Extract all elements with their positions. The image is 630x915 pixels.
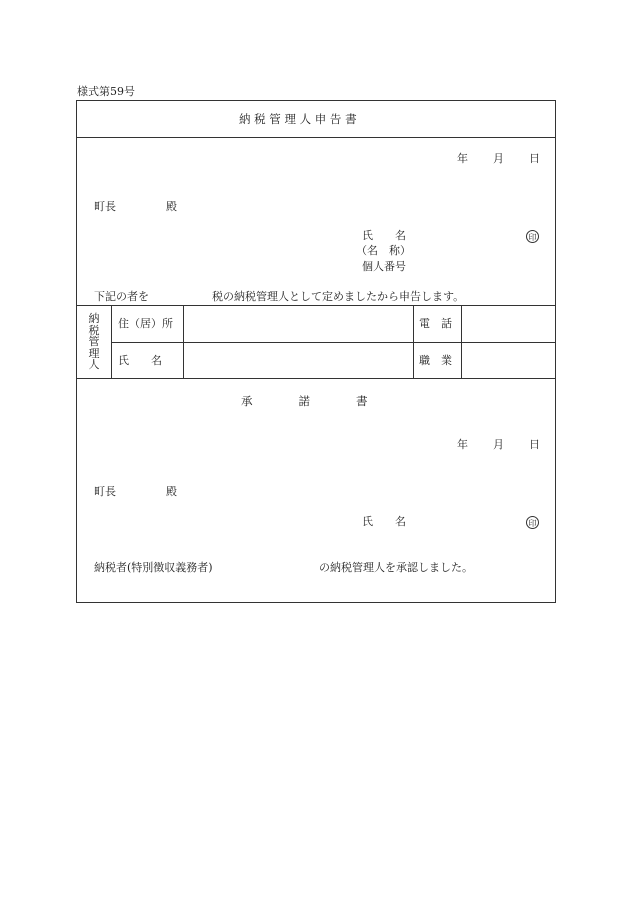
consent-title: 承 諾 書 xyxy=(241,394,368,408)
applicant-name-sub-label: （名 称） xyxy=(356,244,411,257)
manager-phone-label: 電 話 xyxy=(419,317,452,330)
consent-addressee-honorific: 殿 xyxy=(166,485,177,498)
declaration-title: 納 税 管 理 人 申 告 書 xyxy=(239,112,357,126)
title-divider xyxy=(76,137,556,138)
manager-address-label: 住（居）所 xyxy=(118,317,173,330)
applicant-seal-icon: 印 xyxy=(526,230,539,243)
table-middle-divider xyxy=(111,342,556,343)
table-right-label-left xyxy=(413,305,414,378)
consent-seal-icon: 印 xyxy=(526,516,539,529)
form-frame xyxy=(76,100,556,603)
declaration-addressee-honorific: 殿 xyxy=(166,200,177,213)
consent-statement-suffix: の納税管理人を承認しました。 xyxy=(319,561,473,574)
consent-name-label: 氏 名 xyxy=(362,515,406,528)
table-bottom-divider xyxy=(76,378,556,379)
table-group-divider xyxy=(111,305,112,378)
consent-statement-prefix: 納税者(特別徴収義務者) xyxy=(94,561,213,574)
declaration-statement-prefix: 下記の者を xyxy=(94,290,149,303)
consent-date-day: 日 xyxy=(529,438,540,451)
applicant-name-label: 氏 名 xyxy=(362,229,406,242)
table-right-label-right xyxy=(461,305,462,378)
declaration-statement-suffix: 税の納税管理人として定めましたから申告します。 xyxy=(212,290,465,303)
manager-occupation-label: 職 業 xyxy=(419,354,452,367)
form-number: 様式第59号 xyxy=(77,85,135,98)
consent-date-year: 年 xyxy=(457,438,468,451)
declaration-addressee-town: 町長 xyxy=(94,200,116,213)
consent-date-month: 月 xyxy=(493,438,504,451)
declaration-date-day: 日 xyxy=(529,152,540,165)
table-top-divider xyxy=(76,305,556,306)
applicant-individual-number-label: 個人番号 xyxy=(362,260,406,273)
declaration-date-month: 月 xyxy=(493,152,504,165)
declaration-date-year: 年 xyxy=(457,152,468,165)
consent-addressee-town: 町長 xyxy=(94,485,116,498)
manager-group-label: 納税管理人 xyxy=(88,312,100,371)
manager-name-label: 氏 名 xyxy=(118,354,162,367)
table-label-divider xyxy=(183,305,184,378)
